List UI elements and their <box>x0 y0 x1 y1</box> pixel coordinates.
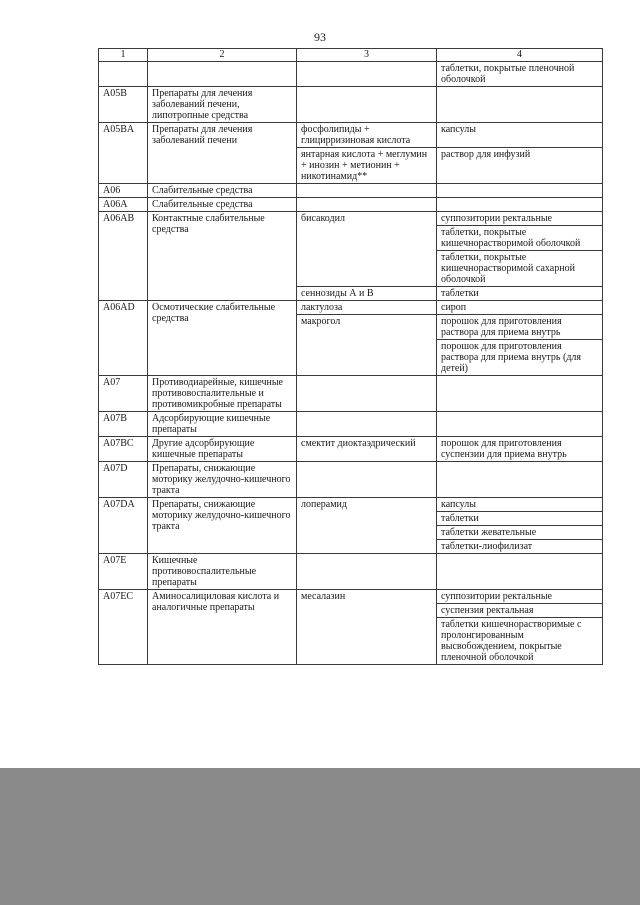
table-row <box>99 437 603 462</box>
inn-cell: бисакодил <box>297 212 437 287</box>
inn-cell <box>297 554 437 590</box>
table-row <box>99 212 603 226</box>
atc-code-cell: A07DA <box>99 498 148 554</box>
page-number: 93 <box>314 30 326 44</box>
column-header: 2 <box>148 49 297 62</box>
atc-code-cell: A07EC <box>99 590 148 665</box>
table-row <box>99 554 603 590</box>
dosage-form-cell: таблетки кишечнорастворимые с пролонгированным высвобождением, покрытые пленочной оболочкой <box>437 618 603 665</box>
atc-code-cell: A06AD <box>99 301 148 376</box>
dosage-form-cell: таблетки-лиофилизат <box>437 540 603 554</box>
dosage-form-cell <box>437 184 603 198</box>
dosage-form-cell: суспензия ректальная <box>437 604 603 618</box>
table-row <box>99 184 603 198</box>
dosage-form-cell: таблетки <box>437 287 603 301</box>
inn-cell <box>297 62 437 87</box>
atc-code-cell: A07 <box>99 376 148 412</box>
inn-cell: смектит диоктаэдрический <box>297 437 437 462</box>
group-name-cell: Противодиарейные, кишечные противовоспалительные и противомикробные препараты <box>148 376 297 412</box>
atc-code-cell: A07E <box>99 554 148 590</box>
column-header: 1 <box>99 49 148 62</box>
group-name-cell: Контактные слабительные средства <box>148 212 297 301</box>
table-row <box>99 301 603 315</box>
inn-cell: янтарная кислота + меглумин + инозин + метионин + никотинамид** <box>297 148 437 184</box>
scan-background <box>0 768 640 905</box>
dosage-form-cell <box>437 462 603 498</box>
atc-code-cell: A07B <box>99 412 148 437</box>
group-name-cell: Адсорбирующие кишечные препараты <box>148 412 297 437</box>
inn-cell <box>297 198 437 212</box>
group-name-cell: Препараты, снижающие моторику желудочно-кишечного тракта <box>148 462 297 498</box>
atc-code-cell <box>99 62 148 87</box>
table-row <box>99 412 603 437</box>
inn-cell <box>297 184 437 198</box>
dosage-form-cell <box>437 198 603 212</box>
table-row <box>99 198 603 212</box>
dosage-form-cell: таблетки, покрытые кишечнорастворимой оболочкой <box>437 226 603 251</box>
dosage-form-cell: капсулы <box>437 123 603 148</box>
inn-cell <box>297 376 437 412</box>
inn-cell <box>297 462 437 498</box>
dosage-form-cell: порошок для приготовления раствора для приема внутрь (для детей) <box>437 340 603 376</box>
atc-code-cell: A07D <box>99 462 148 498</box>
group-name-cell: Слабительные средства <box>148 198 297 212</box>
atc-code-cell: A07BC <box>99 437 148 462</box>
group-name-cell: Осмотические слабительные средства <box>148 301 297 376</box>
dosage-form-cell <box>437 554 603 590</box>
group-name-cell: Кишечные противовоспалительные препараты <box>148 554 297 590</box>
group-name-cell: Аминосалициловая кислота и аналогичные препараты <box>148 590 297 665</box>
inn-cell: фосфолипиды + глицирризиновая кислота <box>297 123 437 148</box>
inn-cell: лоперамид <box>297 498 437 554</box>
atc-code-cell: A05BA <box>99 123 148 184</box>
dosage-form-cell: сироп <box>437 301 603 315</box>
dosage-form-cell: порошок для приготовления суспензии для приема внутрь <box>437 437 603 462</box>
dosage-form-cell <box>437 376 603 412</box>
table-row <box>99 62 603 87</box>
table-header-row <box>99 49 603 62</box>
inn-cell: макрогол <box>297 315 437 376</box>
dosage-form-cell <box>437 87 603 123</box>
column-header: 4 <box>437 49 603 62</box>
atc-code-cell: A05B <box>99 87 148 123</box>
group-name-cell: Препараты, снижающие моторику желудочно-кишечного тракта <box>148 498 297 554</box>
inn-cell <box>297 412 437 437</box>
dosage-form-cell: таблетки, покрытые пленочной оболочкой <box>437 62 603 87</box>
group-name-cell: Слабительные средства <box>148 184 297 198</box>
inn-cell: лактулоза <box>297 301 437 315</box>
inn-cell: месалазин <box>297 590 437 665</box>
column-header: 3 <box>297 49 437 62</box>
inn-cell: сеннозиды А и В <box>297 287 437 301</box>
table-row <box>99 87 603 123</box>
dosage-form-cell: таблетки <box>437 512 603 526</box>
group-name-cell: Препараты для лечения заболеваний печени, липотропные средства <box>148 87 297 123</box>
dosage-form-cell: порошок для приготовления раствора для приема внутрь <box>437 315 603 340</box>
dosage-form-cell <box>437 412 603 437</box>
dosage-form-cell: капсулы <box>437 498 603 512</box>
drug-table <box>98 48 603 665</box>
atc-code-cell: A06A <box>99 198 148 212</box>
dosage-form-cell: суппозитории ректальные <box>437 212 603 226</box>
group-name-cell: Другие адсорбирующие кишечные препараты <box>148 437 297 462</box>
table-row <box>99 590 603 604</box>
dosage-form-cell: таблетки жевательные <box>437 526 603 540</box>
table-row <box>99 123 603 148</box>
group-name-cell <box>148 62 297 87</box>
atc-code-cell: A06 <box>99 184 148 198</box>
group-name-cell: Препараты для лечения заболеваний печени <box>148 123 297 184</box>
dosage-form-cell: суппозитории ректальные <box>437 590 603 604</box>
inn-cell <box>297 87 437 123</box>
table-row <box>99 498 603 512</box>
dosage-form-cell: таблетки, покрытые кишечнорастворимой сахарной оболочкой <box>437 251 603 287</box>
dosage-form-cell: раствор для инфузий <box>437 148 603 184</box>
table-row <box>99 376 603 412</box>
table-row <box>99 462 603 498</box>
atc-code-cell: A06AB <box>99 212 148 301</box>
